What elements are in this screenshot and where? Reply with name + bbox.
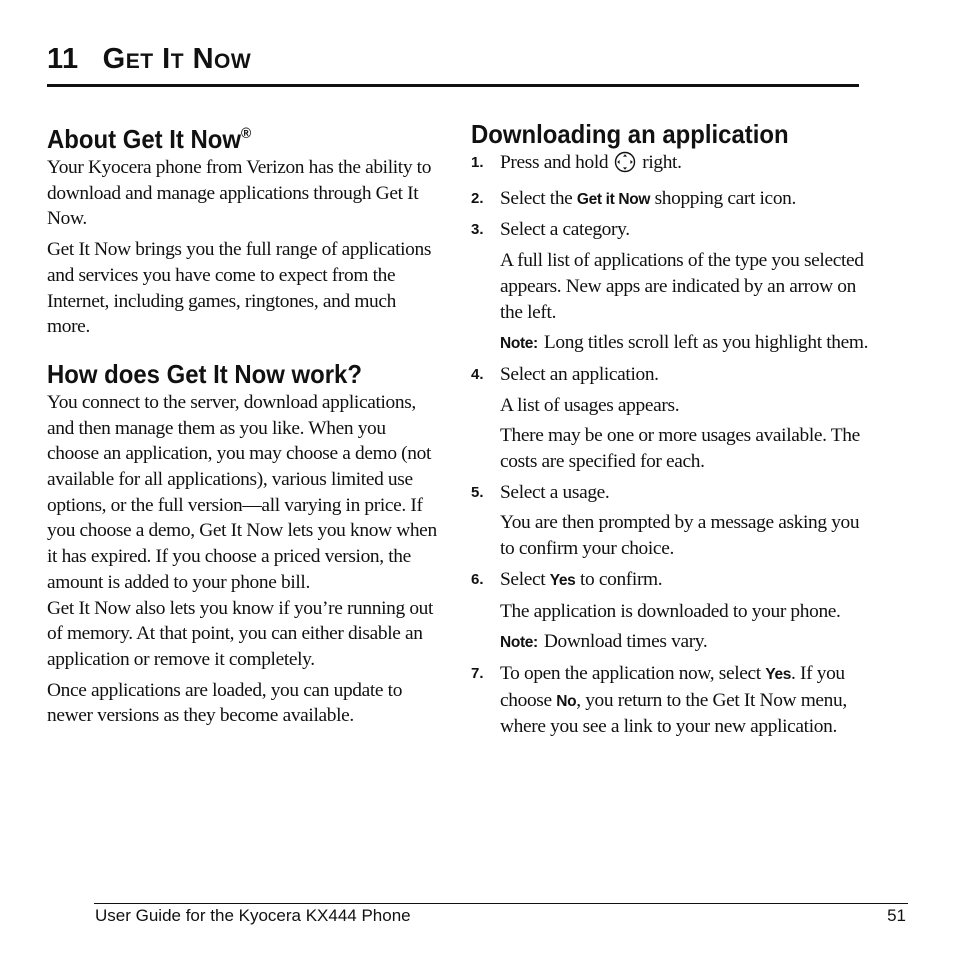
chapter-divider — [47, 84, 859, 87]
note — [500, 330, 871, 357]
chapter-number: 11 — [47, 43, 79, 75]
navigation-key-icon — [614, 151, 636, 181]
note-text: Download times vary. — [543, 631, 708, 653]
step-6 — [471, 567, 871, 594]
right-column — [471, 118, 871, 740]
chapter-title-letter: G — [102, 43, 126, 75]
step-text: Press and hold — [500, 152, 609, 173]
menu-keyword: Yes — [549, 571, 576, 589]
note-text: Long titles scroll left as you highlight them. — [543, 332, 869, 354]
step-detail: You are then prompted by a message asking you to confirm your choice. — [500, 512, 860, 560]
registered-mark: ® — [240, 125, 252, 142]
step-5 — [471, 480, 871, 506]
step-3 — [471, 217, 871, 243]
step-text: shopping cart icon. — [654, 187, 797, 209]
menu-keyword: Yes — [765, 665, 792, 683]
chapter-title-letter: I — [162, 43, 171, 75]
chapter-title-rest: T — [170, 50, 185, 73]
chapter-title-rest: OW — [214, 50, 252, 73]
about-paragraph: Your Kyocera phone from Verizon has the ability to download and manage applications through Get It Now. — [47, 157, 432, 230]
step-number: 4. — [471, 365, 484, 383]
menu-keyword: No — [556, 692, 577, 710]
chapter-title — [47, 44, 251, 77]
step-2 — [471, 186, 871, 213]
about-heading-text: About Get It Now — [47, 124, 241, 154]
step-detail: A full list of applications of the type you selected appears. New apps are indicated by an arrow on the left. — [500, 250, 864, 323]
left-column — [47, 118, 439, 729]
step-detail: There may be one or more usages available. The costs are specified for each. — [500, 425, 860, 473]
step-detail: The application is downloaded to your phone. — [500, 600, 841, 622]
step-7 — [471, 661, 871, 740]
step-number: 5. — [471, 483, 484, 501]
step-number: 6. — [471, 570, 484, 588]
step-number: 1. — [471, 154, 484, 171]
menu-keyword: Get it Now — [576, 190, 651, 208]
footer-divider — [94, 903, 908, 904]
step-number: 3. — [471, 221, 484, 239]
step-text: , you return to the Get It Now menu, where you see a link to your new application. — [500, 689, 847, 738]
note — [500, 629, 871, 656]
note-label: Note: — [500, 634, 538, 652]
step-text: to confirm. — [579, 568, 663, 590]
page-number: 51 — [887, 906, 906, 925]
step-text: Select the — [500, 187, 573, 209]
step-text: Select an application. — [500, 363, 659, 385]
about-heading — [47, 118, 408, 155]
step-text: Select a usage. — [500, 481, 610, 503]
downloading-heading: Downloading an application — [471, 119, 789, 149]
chapter-title-letter: N — [192, 43, 215, 75]
how-paragraph: Once applications are loaded, you can update to newer versions as they become available. — [47, 679, 403, 727]
step-text: Select a category. — [500, 219, 630, 241]
footer-title: User Guide for the Kyocera KX444 Phone — [95, 906, 411, 925]
note-label: Note: — [500, 335, 538, 353]
step-1 — [471, 150, 871, 181]
step-4 — [471, 362, 871, 388]
step-text: To open the application now, select — [500, 662, 761, 684]
step-number: 2. — [471, 189, 484, 207]
step-text: . If you choose — [500, 662, 845, 711]
about-paragraph: Get It Now brings you the full range of applications and services you have come to expect from the Internet, including games, ringtones, and much more. — [47, 239, 432, 338]
step-number: 7. — [471, 664, 484, 682]
how-paragraph: Get It Now also lets you know if you’re running out of memory. At that point, you can either disable an application or remove it completely. — [47, 597, 434, 670]
chapter-title-rest: ET — [125, 50, 154, 73]
step-text: Select — [500, 568, 546, 590]
how-paragraph: You connect to the server, download applications, and then manage them as you like. When you choose an application, you may choose a demo (not available for all applications), various limited use options, or the full version—all varying in price. If you choose a demo, Get It Now lets you know when it has expired. If you choose a priced version, the amount is added to your phone bill. — [47, 391, 437, 593]
step-text: right. — [642, 152, 682, 173]
step-detail: A list of usages appears. — [500, 394, 680, 416]
how-heading: How does Get It Now work? — [47, 358, 362, 389]
